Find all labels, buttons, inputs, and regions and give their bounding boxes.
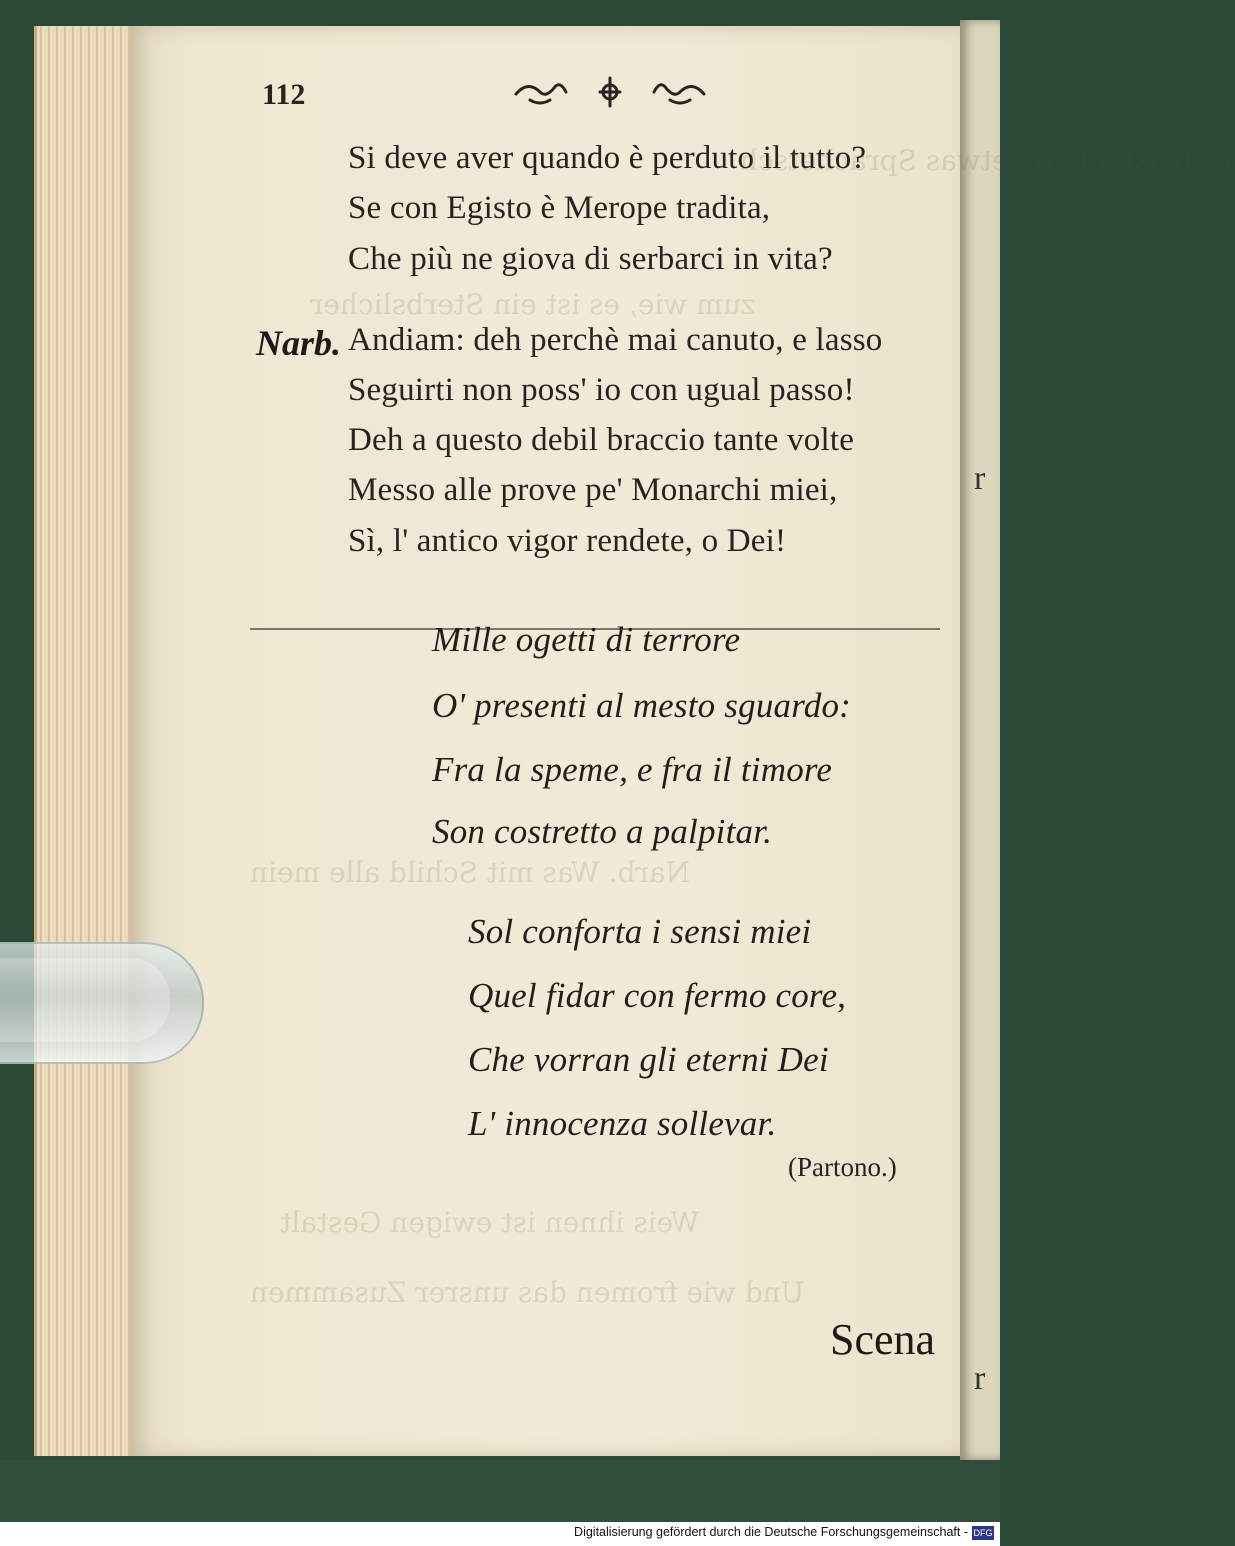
dfg-logo-icon: DFG <box>973 1528 993 1538</box>
facing-page-edge <box>960 20 1000 1460</box>
aria-line: L' innocenza sollevar. <box>468 1104 777 1143</box>
aria-line: Fra la speme, e fra il timore <box>432 750 833 789</box>
verse-line: Andiam: deh perchè mai canuto, e lasso <box>348 322 883 358</box>
digitization-credit: Digitalisierung gefördert durch die Deutsche Forschungsgemeinschaft - <box>574 1525 968 1539</box>
aria-line: Che vorran gli eterni Dei <box>468 1040 829 1079</box>
bleed-through-text: Und wie fromen das unsrer Zusammen <box>250 1276 805 1309</box>
bleed-through-text: Narb. Was mit Schild alle mein <box>250 856 691 889</box>
fleuron-ornament-icon <box>510 70 710 114</box>
verse-line: Sì, l' antico vigor rendete, o Dei! <box>348 523 787 559</box>
catchword: Scena <box>830 1315 936 1364</box>
verse-line: Si deve aver quando è perduto il tutto? <box>348 140 867 176</box>
aria-line: Mille ogetti di terrore <box>432 620 741 659</box>
speaker-name: Narb. <box>256 323 342 363</box>
verse-line: Che più ne giova di serbarci in vita? <box>348 241 833 277</box>
facing-page-glyph: r <box>974 460 986 497</box>
bleed-through-text: Unb, ist, et von etwas Sprachetsch <box>740 144 1235 177</box>
verse-line: Se con Egisto è Merope tradita, <box>348 190 771 226</box>
verse-line: Deh a questo debil braccio tante volte <box>348 422 855 458</box>
verse-line: Messo alle prove pe' Monarchi miei, <box>348 472 838 508</box>
aria-line: Quel fidar con fermo core, <box>468 976 847 1015</box>
bleed-through-text: Weis ihnen ist ewigen Gestalt <box>280 1206 700 1239</box>
aria-line: O' presenti al mesto sguardo: <box>432 686 851 725</box>
bleed-through-text: zum wie, es ist ein Sterbslicher <box>310 288 756 321</box>
verse-line: Seguirti non poss' io con ugual passo! <box>348 372 855 408</box>
aria-line: Sol conforta i sensi miei <box>468 912 812 951</box>
aria-line: Son costretto a palpitar. <box>432 812 773 851</box>
glass-page-holder <box>0 942 204 1064</box>
facing-page-glyph: r <box>974 1360 986 1397</box>
stage-direction: (Partono.) <box>788 1152 897 1182</box>
page-number: 112 <box>262 78 306 111</box>
